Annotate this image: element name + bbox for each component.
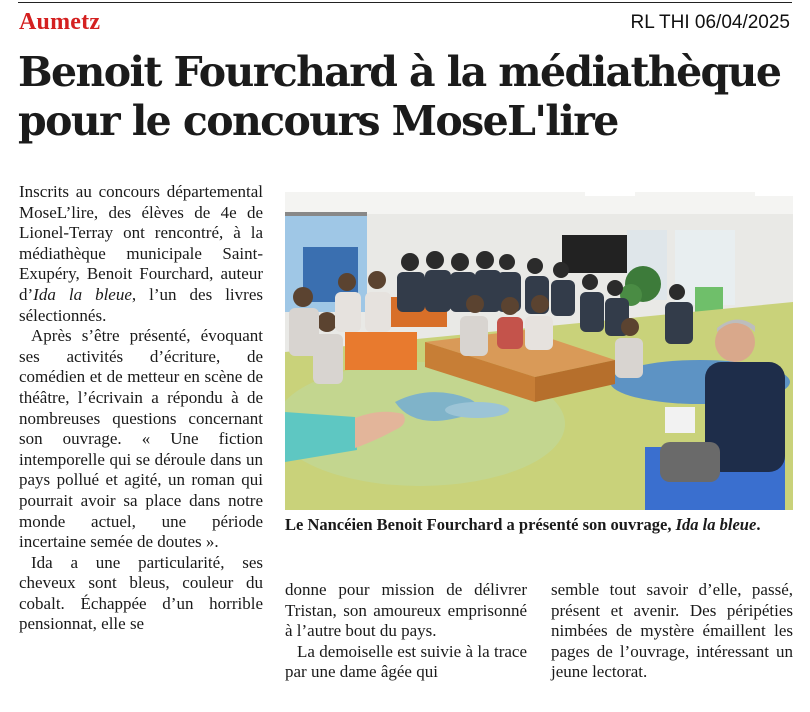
headline-line-1: Benoit Fourchard à la médiathèque <box>18 48 781 96</box>
headline-line-2: pour le concours MoseL'lire <box>18 97 618 145</box>
paragraph-1: Inscrits au concours départemental MoseL’lire, des élèves de 4e de Lionel-Terray ont rencontré, à la médiathèque municipale Saint-Exupéry, Benoit Fourchard, auteur d’Ida la bleue, l’un des livres sélectionnés. <box>19 182 263 325</box>
paragraph-2: Après s’être présenté, évoquant ses activités d’écriture, de comédien et de metteur en scène de théâtre, l’écrivain a répondu à de nombreuses questions concernant son ouvrage. « Une fiction intemporelle qui se déroule dans un pays pollué et agité, un roman qui pourrait avoir sa place dans notre monde actuel, une période incertaine semée de doutes ». <box>19 326 263 552</box>
column-1 <box>19 182 263 635</box>
column-3 <box>551 580 793 683</box>
source-date: RL THI 06/04/2025 <box>630 12 790 33</box>
article-photo <box>285 192 793 510</box>
paragraph-5: La demoiselle est suivie à la trace par une dame âgée qui <box>285 641 527 682</box>
paragraph-3: Ida a une particularité, ses cheveux sont bleus, couleur du cobalt. Échappée d’un horrible pensionnat, elle se <box>19 552 263 634</box>
paragraph-6: semble tout savoir d’elle, passé, présent et avenir. Des péripéties nimbées de mystère émaillent les pages de l’ouvrage, intéressant un jeune lectorat. <box>551 580 793 682</box>
headline <box>18 48 798 146</box>
paragraph-4: donne pour mission de délivrer Tristan, son amoureux emprisonné à l’autre bout du pays. <box>285 580 527 641</box>
photo-caption: Le Nancéien Benoit Fourchard a présenté son ouvrage, Ida la bleue. <box>285 515 761 534</box>
top-rule <box>18 2 792 3</box>
column-2 <box>285 580 527 683</box>
section-label: Aumetz <box>19 9 101 35</box>
